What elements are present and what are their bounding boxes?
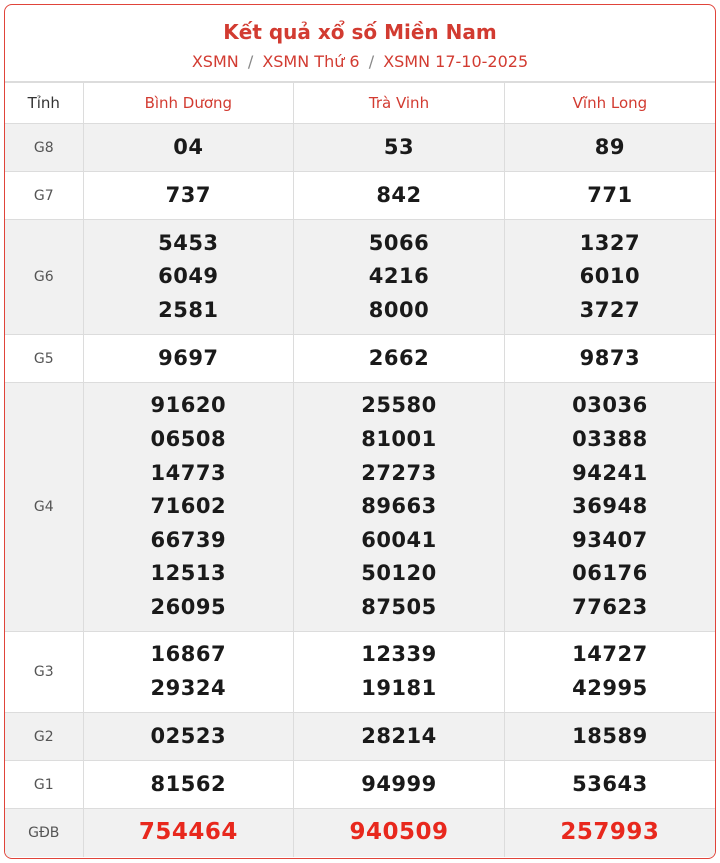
result-cell: [504, 632, 715, 713]
province-header[interactable]: Vĩnh Long: [504, 83, 715, 124]
result-cell: [294, 220, 505, 335]
result-number: 6049: [158, 264, 219, 289]
result-cell: [83, 220, 294, 335]
results-header: [5, 5, 715, 82]
result-number: 2581: [158, 297, 219, 322]
table-row: [5, 124, 715, 172]
results-table: [5, 82, 715, 857]
table-row: [5, 809, 715, 858]
result-number: 737: [165, 182, 211, 207]
result-number: 50120: [361, 561, 437, 586]
result-number: 9873: [579, 345, 641, 370]
result-number: 71602: [150, 494, 227, 519]
province-label-header: Tỉnh: [5, 83, 83, 124]
result-cell: [83, 761, 294, 809]
prize-label: G6: [5, 220, 83, 335]
result-number: 94241: [572, 460, 648, 485]
result-number: 6010: [579, 264, 641, 289]
result-number: 4216: [368, 264, 430, 289]
result-cell: [504, 761, 715, 809]
breadcrumb-link-xsmn[interactable]: XSMN: [191, 52, 239, 71]
result-cell: [83, 124, 294, 172]
result-number: 2662: [368, 345, 430, 370]
result-number: 03388: [572, 427, 648, 452]
table-row: [5, 761, 715, 809]
result-cell: [294, 124, 505, 172]
result-number: 18589: [572, 723, 648, 748]
result-number: 87505: [361, 594, 437, 619]
prize-label: G3: [5, 632, 83, 713]
result-number: 28214: [361, 723, 437, 748]
special-prize-number: 754464: [138, 819, 238, 846]
result-cell: [294, 761, 505, 809]
result-cell: [83, 713, 294, 761]
province-header[interactable]: Trà Vinh: [294, 83, 505, 124]
prize-label: G7: [5, 172, 83, 220]
result-number: 06508: [150, 427, 227, 452]
result-number: 42995: [572, 676, 648, 700]
prize-label: GĐB: [5, 809, 83, 858]
result-cell: [504, 383, 715, 632]
result-number: 53643: [572, 771, 648, 796]
result-number: 27273: [361, 460, 437, 485]
page-title: Kết quả xổ số Miền Nam: [223, 20, 497, 44]
result-cell: [504, 124, 715, 172]
table-header-row: [5, 83, 715, 124]
result-number: 03036: [572, 393, 648, 418]
table-row: [5, 172, 715, 220]
result-number: 53: [383, 134, 415, 159]
result-number: 12339: [361, 642, 437, 667]
breadcrumb-separator: /: [247, 52, 254, 71]
result-cell: [294, 809, 505, 858]
special-prize-number: 940509: [349, 819, 449, 846]
result-number: 29324: [150, 676, 227, 700]
result-number: 771: [587, 182, 633, 207]
result-number: 36948: [572, 494, 648, 519]
result-number: 8000: [368, 297, 430, 322]
breadcrumb: [5, 51, 715, 73]
result-number: 5066: [368, 230, 430, 255]
prize-label: G1: [5, 761, 83, 809]
result-number: 12513: [150, 561, 227, 586]
result-cell: [294, 383, 505, 632]
result-number: 25580: [361, 393, 437, 418]
result-cell: [83, 383, 294, 632]
result-cell: [504, 172, 715, 220]
result-cell: [504, 713, 715, 761]
result-number: 77623: [572, 594, 648, 619]
result-number: 94999: [361, 771, 437, 796]
result-cell: [83, 632, 294, 713]
prize-label: G4: [5, 383, 83, 632]
result-number: 93407: [572, 527, 648, 552]
province-header[interactable]: Bình Dương: [83, 83, 294, 124]
result-cell: [294, 713, 505, 761]
results-card: [4, 4, 716, 859]
result-number: 5453: [158, 230, 219, 255]
result-number: 89663: [361, 494, 437, 519]
special-prize-number: 257993: [560, 819, 660, 846]
result-number: 1327: [579, 230, 641, 255]
result-number: 81001: [361, 427, 437, 452]
result-number: 02523: [150, 723, 227, 748]
result-number: 19181: [361, 676, 437, 700]
result-number: 60041: [361, 527, 437, 552]
result-number: 81562: [150, 771, 227, 796]
result-cell: [294, 632, 505, 713]
result-number: 04: [173, 134, 204, 159]
result-cell: [83, 172, 294, 220]
result-number: 3727: [579, 297, 641, 322]
result-cell: [294, 335, 505, 383]
result-number: 842: [376, 182, 422, 207]
breadcrumb-link-date[interactable]: XSMN 17-10-2025: [383, 52, 529, 71]
table-row: [5, 220, 715, 335]
result-cell: [504, 335, 715, 383]
result-number: 06176: [572, 561, 648, 586]
result-number: 16867: [150, 642, 227, 667]
result-cell: [83, 809, 294, 858]
prize-label: G2: [5, 713, 83, 761]
result-cell: [504, 220, 715, 335]
result-number: 9697: [158, 345, 219, 370]
breadcrumb-link-weekday[interactable]: XSMN Thứ 6: [262, 52, 360, 71]
table-row: [5, 632, 715, 713]
table-row: [5, 713, 715, 761]
result-number: 14773: [150, 460, 227, 485]
table-row: [5, 335, 715, 383]
results-body: [5, 124, 715, 858]
result-number: 26095: [150, 594, 227, 619]
result-cell: [294, 172, 505, 220]
prize-label: G5: [5, 335, 83, 383]
breadcrumb-separator: /: [368, 52, 375, 71]
result-number: 89: [594, 134, 626, 159]
table-row: [5, 383, 715, 632]
prize-label: G8: [5, 124, 83, 172]
result-cell: [83, 335, 294, 383]
result-number: 14727: [572, 642, 648, 667]
result-number: 91620: [150, 393, 227, 418]
result-cell: [504, 809, 715, 858]
result-number: 66739: [150, 527, 227, 552]
